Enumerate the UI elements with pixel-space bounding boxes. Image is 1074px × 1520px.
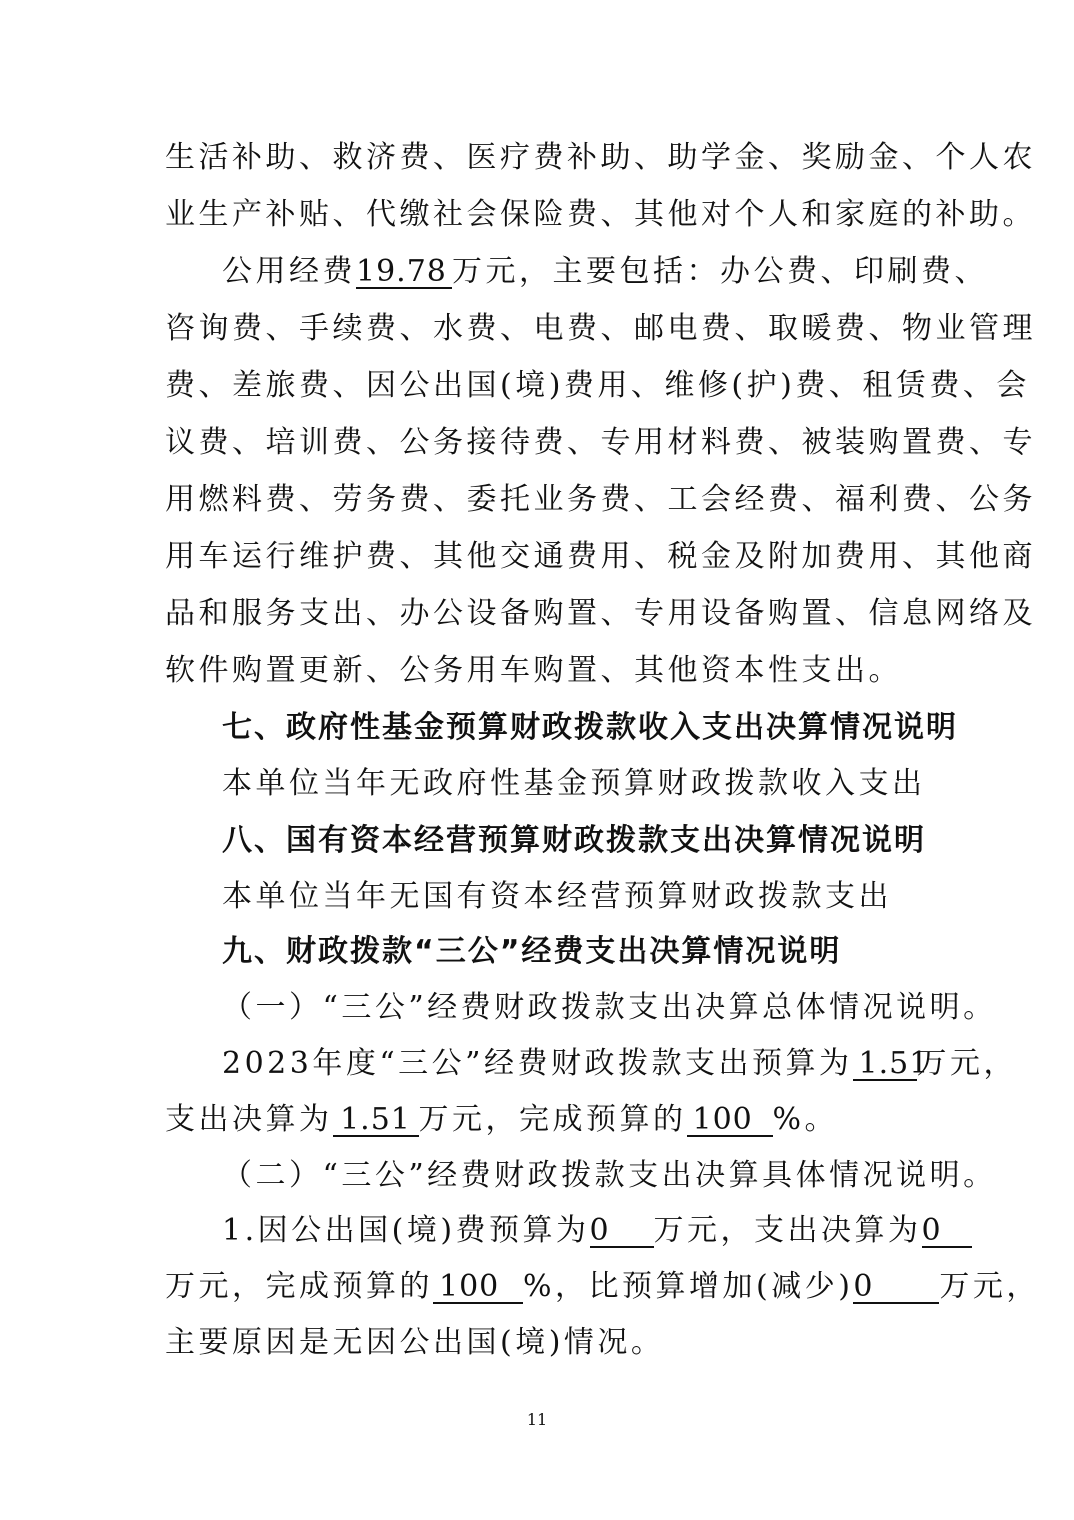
- text-segment: %，比预算增加(减少): [523, 1269, 854, 1304]
- paragraph-line: 用燃料费、劳务费、委托业务费、工会经费、福利费、公务: [165, 482, 1036, 517]
- underlined-value: 1.51: [853, 1049, 917, 1081]
- underlined-value: 0: [922, 1216, 972, 1248]
- paragraph-line: 业生产补贴、代缴社会保险费、其他对个人和家庭的补助。: [165, 197, 1036, 232]
- text-segment: 1.因公出国(境)费预算为: [222, 1213, 590, 1248]
- paragraph-line: 费、差旅费、因公出国(境)费用、维修(护)费、租赁费、会: [165, 368, 1030, 403]
- text-segment: 万元，支出决算为: [653, 1213, 922, 1248]
- paragraph-line: 本单位当年无政府性基金预算财政拨款收入支出: [222, 766, 926, 801]
- underlined-value: 1.51: [333, 1105, 419, 1137]
- paragraph-line: 用车运行维护费、其他交通费用、税金及附加费用、其他商: [165, 539, 1036, 574]
- paragraph-line: [222, 252, 988, 292]
- text-segment: 万元，: [916, 1046, 1018, 1081]
- underlined-value: 19.78: [356, 257, 452, 289]
- paragraph-line: 本单位当年无国有资本经营预算财政拨款支出: [222, 879, 892, 914]
- paragraph-line: [222, 1044, 1018, 1084]
- section-heading: 九、财政拨款“三公”经费支出决算情况说明: [222, 934, 842, 969]
- paragraph-line: 主要原因是无因公出国(境)情况。: [165, 1325, 665, 1360]
- text-segment: 万元，完成预算的: [418, 1102, 687, 1137]
- page-number: 11: [526, 1410, 548, 1429]
- text-segment: 支出决算为: [165, 1102, 333, 1137]
- paragraph-line: 生活补助、救济费、医疗费补助、助学金、奖励金、个人农: [165, 140, 1036, 175]
- paragraph-line: 议费、培训费、公务接待费、专用材料费、被装购置费、专: [165, 425, 1036, 460]
- paragraph-line: 品和服务支出、办公设备购置、专用设备购置、信息网络及: [165, 596, 1036, 631]
- text-segment: 万元，完成预算的: [165, 1269, 433, 1304]
- underlined-value: 100: [433, 1272, 523, 1304]
- text-segment: 公用经费: [222, 254, 356, 289]
- section-heading: 七、政府性基金预算财政拨款收入支出决算情况说明: [222, 710, 958, 745]
- underlined-value: 0: [853, 1272, 939, 1304]
- section-heading: 八、国有资本经营预算财政拨款支出决算情况说明: [222, 823, 926, 858]
- subsection-heading: （二）“三公”经费财政拨款支出决算具体情况说明。: [222, 1158, 997, 1193]
- text-segment: 万元，: [939, 1269, 1040, 1304]
- paragraph-line: [165, 1267, 1040, 1307]
- paragraph-line: [222, 1211, 942, 1251]
- text-segment: 2023年度“三公”经费财政拨款支出预算为: [222, 1046, 853, 1081]
- underlined-value: 0: [590, 1216, 654, 1248]
- paragraph-line: 咨询费、手续费、水费、电费、邮电费、取暖费、物业管理: [165, 311, 1036, 346]
- paragraph-line: 软件购置更新、公务用车购置、其他资本性支出。: [165, 653, 902, 688]
- underlined-value: 100: [687, 1105, 773, 1137]
- paragraph-line: [165, 1100, 915, 1140]
- text-segment: %。: [772, 1102, 839, 1137]
- subsection-heading: （一）“三公”经费财政拨款支出决算总体情况说明。: [222, 990, 997, 1025]
- text-segment: 万元，主要包括：办公费、印刷费、: [452, 254, 988, 289]
